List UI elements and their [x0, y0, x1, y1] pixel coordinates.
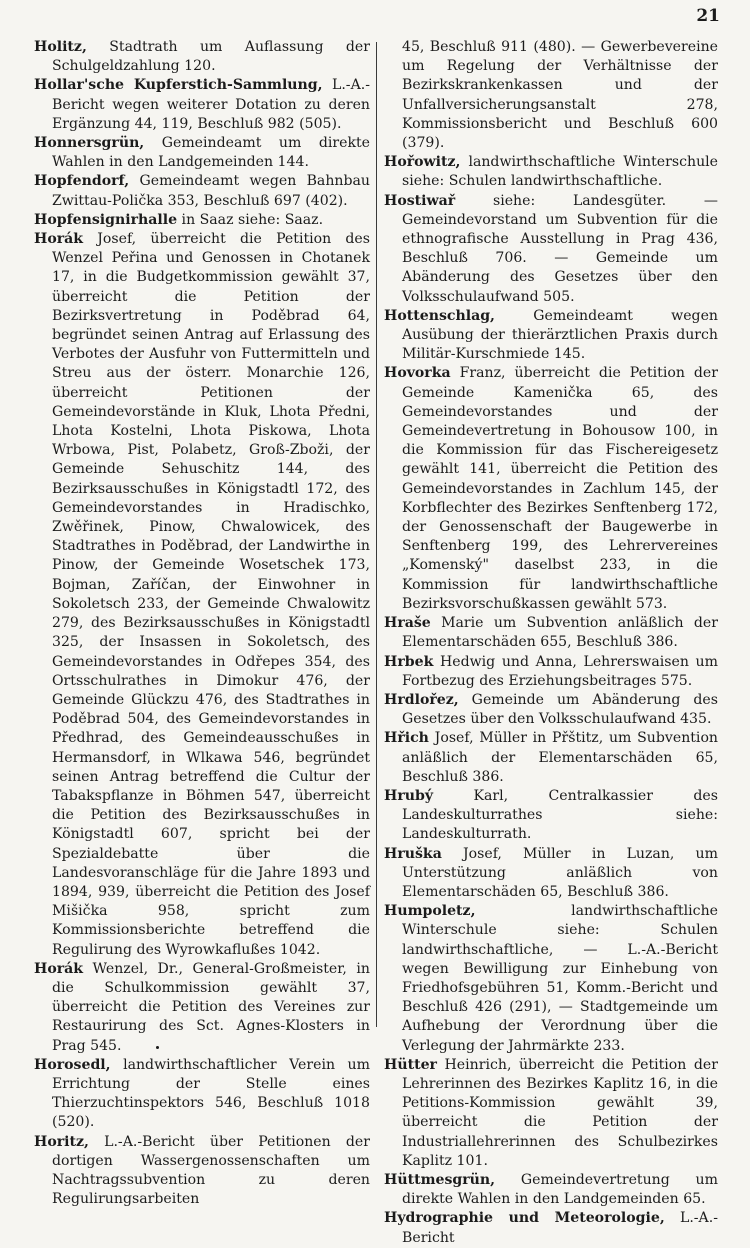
entry-text: L.-A.-Bericht — [402, 1210, 718, 1246]
entry-headword: Hořowitz, — [384, 154, 461, 171]
index-entry — [384, 902, 718, 1056]
entry-text: Gemeindeamt wegen Ausübung der thierärztlichen Praxis durch Militär-Kurschmiede 145. — [402, 307, 718, 363]
index-entry — [384, 729, 718, 787]
index-entry — [384, 192, 718, 307]
page-number: 21 — [696, 6, 720, 26]
entry-headword: Hovorka — [384, 365, 451, 382]
entry-text: Wenzel, Dr., General-Großmeister, in die Schulkommission gewählt 37, überreicht die Petition des Vereines zur Restaurirung des Sct. Agnes-Klosters in Prag 545. — [52, 960, 370, 1054]
entry-text: in Saaz siehe: Saaz. — [177, 211, 324, 228]
page-mark — [156, 1046, 159, 1049]
entry-headword: Hraše — [384, 615, 431, 632]
index-entry — [34, 960, 370, 1056]
entry-headword: Hostiwař — [384, 192, 456, 209]
index-entry — [384, 38, 718, 153]
entry-headword: Hopfensignirhalle — [34, 211, 178, 228]
index-entry — [34, 172, 370, 210]
index-entry — [384, 787, 718, 845]
index-entry — [384, 691, 718, 729]
index-entry — [384, 364, 718, 614]
index-entry — [384, 845, 718, 903]
entry-headword: Hottenschlag, — [384, 307, 495, 324]
entry-text: Gemeindevertretung um direkte Wahlen in den Landgemeinden 65. — [402, 1171, 718, 1208]
entry-headword: Hruška — [384, 845, 442, 862]
index-entry — [384, 1209, 718, 1247]
index-entry — [34, 211, 370, 230]
entry-headword: Holitz, — [34, 39, 87, 55]
entry-text: L.-A.-Bericht über Petitionen der dortigen Wassergenossenschaften um Nachtragssubvention zu deren Regulirungsarbeiten — [52, 1133, 370, 1208]
entry-headword: Hopfendorf, — [34, 173, 130, 190]
entry-text: Franz, überreicht die Petition der Gemeinde Kamenička 65, des Gemeindevorstandes und der Gemeindevertretung in Bohousow 100, in die Kommission für das Fischereigesetz gewählt 141, überreicht die Petition des Gemeindevorstandes in Zachlum 145, der Korbflechter des Bezirkes Senftenberg 172, der Genossenschaft der Baugewerbe in Senftenberg 199, des Lehrervereines „Komenský" daselbst 233, in die Kommission für landwirthschaftliche Bezirksvorschußkassen gewählt 573. — [402, 365, 718, 612]
entry-text: Heinrich, überreicht die Petition der Lehrerinnen des Bezirkes Kaplitz 16, in die Petitions-Kommission gewählt 39, überreicht die Petition der Industriallehrerinnen des Schulbezirkes Kaplitz 101. — [402, 1056, 718, 1169]
index-entry — [384, 614, 718, 652]
index-entry — [384, 307, 718, 365]
index-entry — [384, 153, 718, 191]
entry-headword: Humpoletz, — [384, 903, 476, 920]
entry-headword: Hrbek — [384, 653, 434, 670]
index-entry — [384, 653, 718, 691]
entry-text: Stadtrath um Auflassung der Schulgeldzahlung 120. — [52, 39, 370, 75]
entry-text: siehe: Landesgüter. — Gemeindevorstand um Subvention für die ethnografische Ausstellung in Prag 436, Beschluß 706. — Gemeinde um Abänderung des Gesetzes über den Volksschulaufwand 505. — [402, 192, 718, 305]
entry-headword: Hollar'sche Kupferstich-Sammlung, — [34, 77, 323, 94]
index-entry — [34, 76, 370, 134]
entry-text: landwirthschaftliche Winterschule siehe: Schulen landwirthschaftliche, — L.-A.-Bericht wegen Bewilligung zur Einhebung von Friedhofsgebühren 51, Komm.-Bericht und Beschluß 426 (291), — Stadtgemeinde um Aufhebung der Verordnung über die Verlegung der Jahrmärkte 233. — [402, 903, 718, 1054]
index-entry — [34, 1133, 370, 1210]
index-entry — [34, 1056, 370, 1133]
entry-text: Gemeindeamt wegen Bahnbau Zwittau-Polička 353, Beschluß 697 (402). — [52, 173, 370, 209]
entry-text: Gemeinde um Abänderung des Gesetzes über den Volksschulaufwand 435. — [402, 691, 718, 728]
entry-headword: Hřich — [384, 730, 429, 747]
entry-text: Josef, Müller in Luzan, um Unterstützung anläßlich von Elementarschäden 65, Beschluß 386. — [402, 845, 718, 900]
entry-headword: Hydrographie und Meteorologie, — [384, 1210, 665, 1227]
entry-text: Hedwig und Anna, Lehrerswaisen um Fortbezug des Erziehungsbeitrages 575. — [402, 653, 718, 689]
entry-text: Marie um Subvention anläßlich der Elementarschäden 655, Beschluß 386. — [402, 615, 718, 651]
entry-text: Josef, Müller in Přštitz, um Subvention anläßlich der Elementarschäden 65, Beschluß 386. — [402, 730, 718, 785]
entry-text: landwirthschaftliche Winterschule siehe: Schulen landwirthschaftliche. — [402, 154, 718, 190]
index-entry — [384, 1056, 718, 1171]
entry-text: Karl, Centralkassier des Landeskulturrathes siehe: Landeskulturrath. — [402, 787, 718, 843]
entry-headword: Hüttmesgrün, — [384, 1171, 496, 1188]
entry-headword: Hütter — [384, 1056, 437, 1073]
entry-text: 45, Beschluß 911 (480). — Gewerbevereine um Regelung der Verhältnisse der Bezirkskrankenkassen und der Unfallversicherungsanstalt 278, Kommissionsbericht und Beschluß 600 (379). — [402, 39, 718, 152]
index-entry — [34, 134, 370, 172]
entry-text: Josef, überreicht die Petition des Wenzel Peřina und Genossen in Chotanek 17, in die Budgetkommission gewählt 37, überreicht die Petition der Bezirksvertretung in Poděbrad 64, begründet seinen Antrag auf Erlassung des Verbotes der Ausfuhr von Futtermitteln und Streu aus der österr. Monarchie 126, überreicht Petitionen der Gemeindevorstände in Kluk, Lhota Předni, Lhota Kostelni, Lhota Piskowa, Lhota Wrbowa, Pist, Polabetz, Groß-Zboži, der Gemeinde Sehuschitz 144, des Bezirksausschußes in Königstadtl 172, des Gemeindevorstandes in Hradischko, Zwěřinek, Pinow, Chwalowicek, des Stadtrathes in Poděbrad, der Landwirthe in Pinow, der Gemeinde Wosetschek 173, Bojman, Zaříčan, der Einwohner in Sokoletsch 233, der Gemeinde Chwalowitz 279, des Bezirksausschußes in Königstadtl 325, der Insassen in Sokoletsch, des Gemeindevorstandes in Odřepes 354, des Ortsschulrathes in Dimokur 476, der Gemeinde Glückzu 476, des Stadtrathes in Poděbrad 504, des Gemeindevorstandes in Předhrad, des Gemeindeausschußes in Hermansdorf, in Wlkawa 546, begründet seinen Antrag betreffend die Cultur der Tabakspflanze in Böhmen 547, überreicht die Petition des Bezirksausschußes in Königstadtl 607, spricht bei der Spezialdebatte über die Landesvoranschläge für die Jahre 1893 und 1894, 939, überreicht die Petition des Josef Mišička 958, spricht zum Kommissionsberichte betreffend die Regulirung des Wyrowkaflußes 1042. — [52, 231, 370, 958]
right-column — [384, 38, 718, 1248]
entry-headword: Horitz, — [34, 1133, 89, 1150]
entry-headword: Horák — [34, 960, 84, 977]
entry-text: Gemeindeamt um direkte Wahlen in den Landgemeinden 144. — [52, 135, 370, 171]
left-column — [34, 38, 370, 1209]
entry-headword: Hrubý — [384, 787, 434, 804]
index-entry — [34, 230, 370, 960]
entry-headword: Horák — [34, 231, 84, 248]
entry-text: L.-A.-Bericht wegen weiterer Dotation zu deren Ergänzung 44, 119, Beschluß 982 (505). — [52, 77, 370, 132]
index-entry — [384, 1171, 718, 1209]
entry-headword: Hrdlořez, — [384, 691, 459, 708]
entry-headword: Honnersgrün, — [34, 135, 145, 152]
column-divider — [376, 42, 377, 1027]
entry-text: landwirthschaftlicher Verein um Errichtung der Stelle eines Thierzuchtinspektors 546, Beschluß 1018 (520). — [52, 1056, 370, 1131]
index-entry — [34, 38, 370, 76]
entry-headword: Horosedl, — [34, 1056, 111, 1073]
